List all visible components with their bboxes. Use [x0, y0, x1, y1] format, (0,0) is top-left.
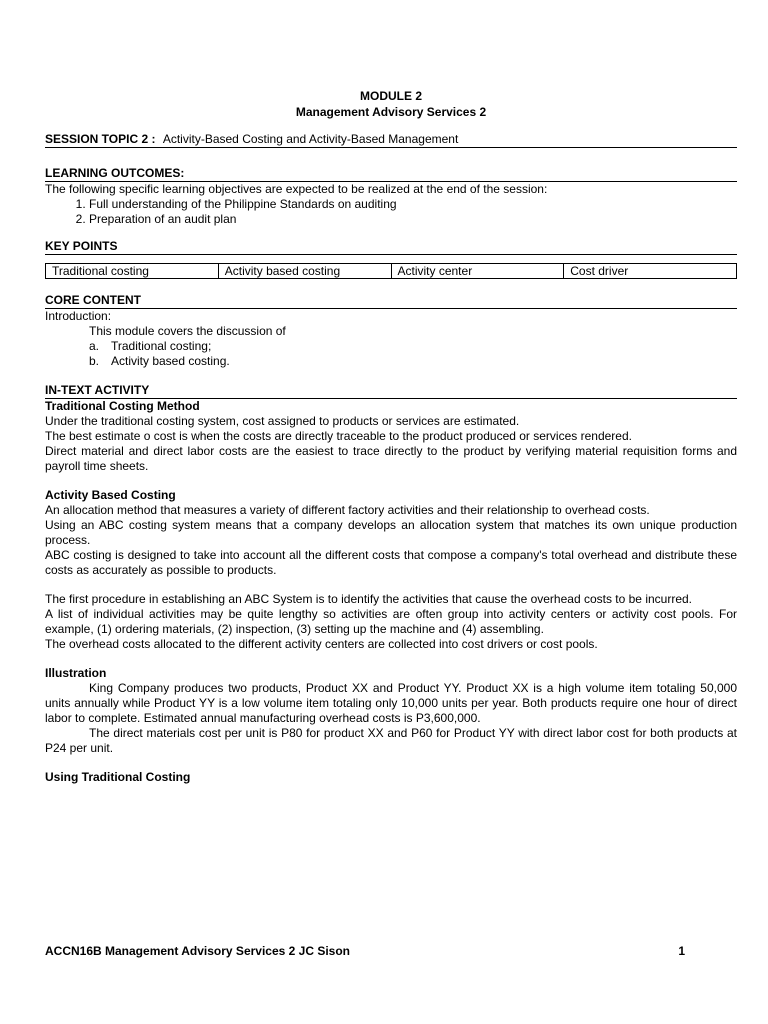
learning-outcomes-intro: The following specific learning objectives are expected to be realized at the end of the session: — [45, 182, 548, 196]
paragraph-line: Direct material and direct labor costs are the easiest to trace directly to the product by verifying material requisition forms and payroll time sheets. — [45, 444, 737, 473]
core-content-heading: CORE CONTENT — [45, 293, 737, 309]
list-item: b. Activity based costing. — [89, 354, 230, 368]
table-cell: Cost driver — [564, 264, 737, 279]
list-item: 1. Full understanding of the Philippine Standards on auditing — [89, 197, 737, 212]
learning-outcomes-heading: LEARNING OUTCOMES: — [45, 166, 737, 182]
core-content-lead: This module covers the discussion of — [89, 324, 286, 338]
footer-text: ACCN16B Management Advisory Services 2 JC Sison — [45, 944, 350, 958]
traditional-costing-title: Traditional Costing Method — [45, 399, 200, 413]
table-row — [46, 264, 737, 279]
table-cell: Activity center — [391, 264, 564, 279]
using-traditional-costing-title: Using Traditional Costing — [45, 770, 191, 784]
course-title: Management Advisory Services 2 — [295, 105, 487, 119]
document-page — [45, 88, 737, 785]
key-points-table — [45, 263, 737, 279]
session-topic-text: Activity-Based Costing and Activity-Based Management — [162, 132, 459, 146]
paragraph-line: Using an ABC costing system means that a company develops an allocation system that matches its own unique production process. — [45, 518, 737, 547]
paragraph-line: Under the traditional costing system, cost assigned to products or services are estimated. — [45, 414, 520, 428]
page-number: 1 — [678, 944, 685, 958]
paragraph-line: An allocation method that measures a variety of different factory activities and their relationship to overhead costs. — [45, 503, 650, 517]
paragraph-line: A list of individual activities may be quite lengthy so activities are often group into activity centers or activity cost pools. For example, (1) ordering materials, (2) inspection, (3) setting up the machine and (4) assembling. — [45, 607, 737, 636]
illustration-title: Illustration — [45, 666, 107, 680]
illustration-paragraph: The direct materials cost per unit is P80 for product XX and P60 for Product YY with direct labor cost for both products at P24 per unit. — [45, 726, 737, 755]
paragraph-line: The best estimate o cost is when the costs are directly traceable to the product produced or services rendered. — [45, 429, 632, 443]
page-footer — [45, 944, 685, 958]
table-cell: Activity based costing — [218, 264, 391, 279]
session-label: SESSION TOPIC 2 : — [45, 132, 156, 146]
list-item: a. Traditional costing; — [89, 339, 212, 353]
key-points-heading: KEY POINTS — [45, 239, 737, 255]
paragraph-line: The first procedure in establishing an ABC System is to identify the activities that cause the overhead costs to be incurred. — [45, 592, 693, 606]
paragraph-line: ABC costing is designed to take into account all the different costs that compose a company's total overhead and distribute these costs as accurately as possible to products. — [45, 548, 737, 577]
core-content-list — [45, 339, 737, 369]
abc-title: Activity Based Costing — [45, 488, 176, 502]
module-title: MODULE 2 — [359, 89, 422, 103]
illustration-paragraph: King Company produces two products, Product XX and Product YY. Product XX is a high volume item totaling 50,000 units annually while Product YY is a low volume item totaling only 10,000 units per year. Both products require one hour of direct labor to complete. Estimated annual manufacturing overhead costs is P3,600,000. — [45, 681, 737, 725]
paragraph-line: The overhead costs allocated to the different activity centers are collected into cost drivers or cost pools. — [45, 637, 598, 651]
table-cell: Traditional costing — [46, 264, 219, 279]
list-item: 2. Preparation of an audit plan — [89, 212, 737, 227]
in-text-activity-heading: IN-TEXT ACTIVITY — [45, 383, 737, 399]
learning-outcomes-list — [45, 197, 737, 227]
session-topic — [45, 132, 737, 148]
core-content-intro: Introduction: — [45, 309, 112, 323]
